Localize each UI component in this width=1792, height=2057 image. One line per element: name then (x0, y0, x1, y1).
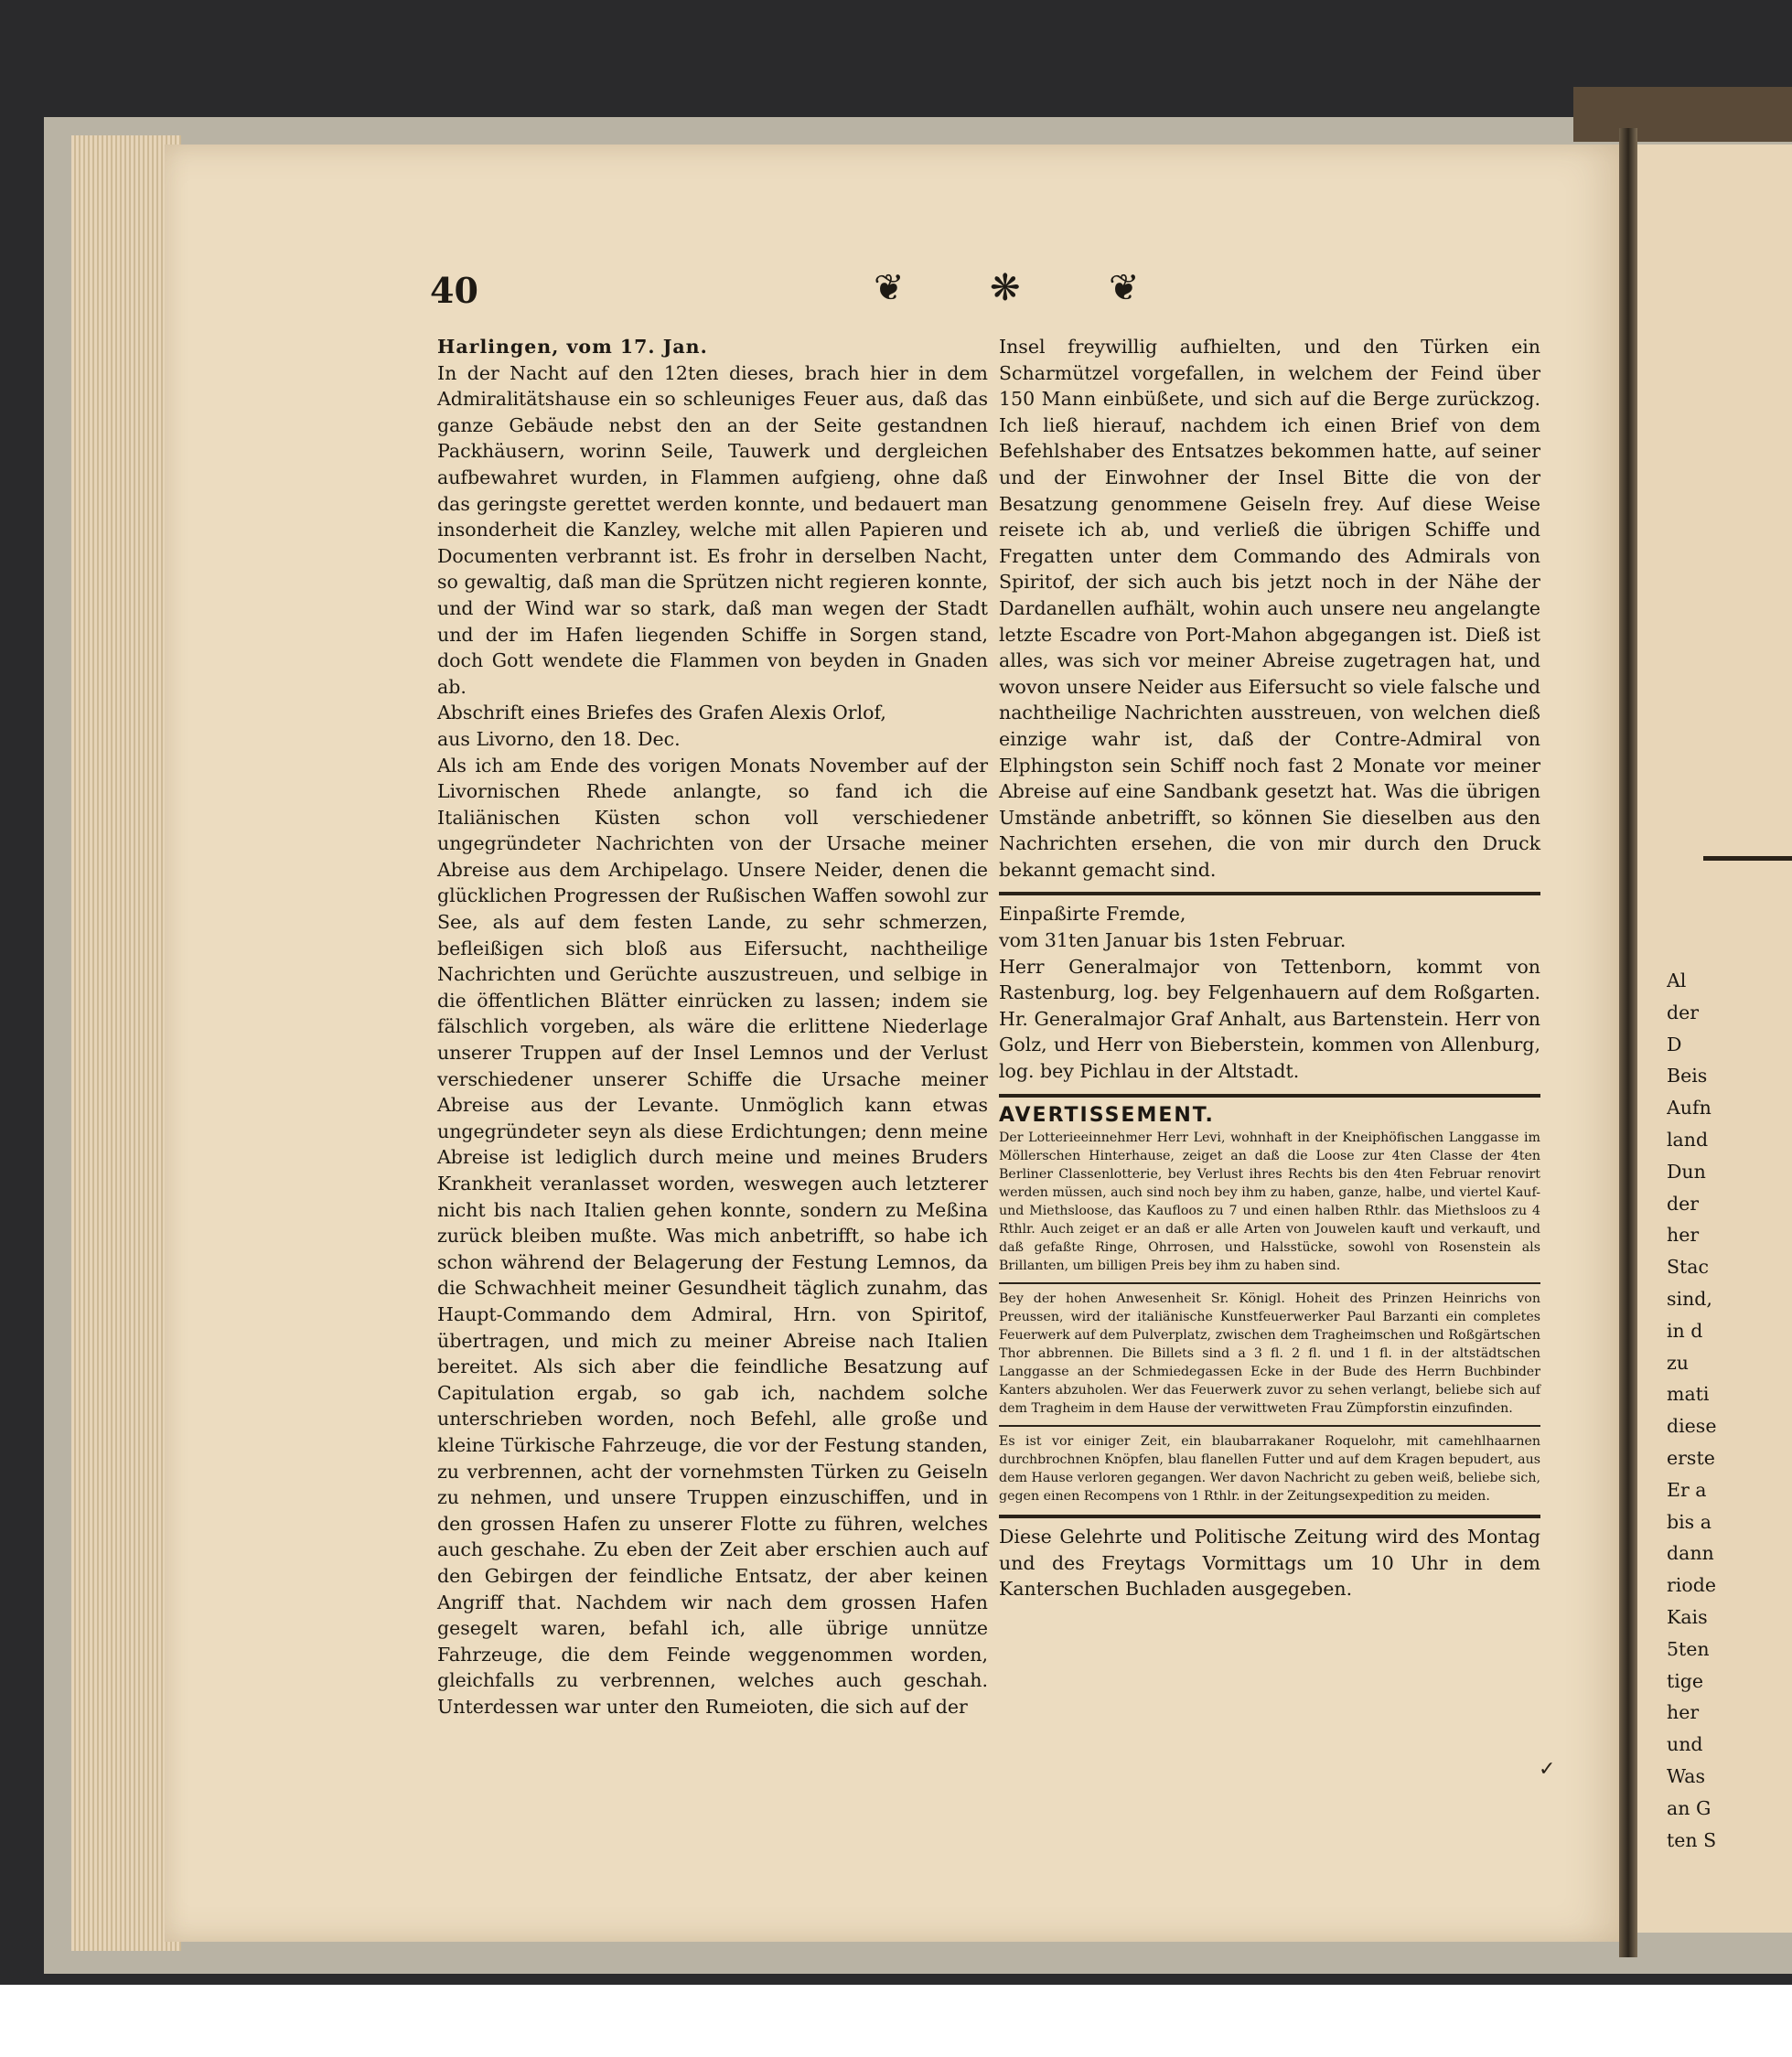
next-page-text-strip (1667, 965, 1786, 1856)
section-rule (999, 892, 1540, 895)
strip-line: der (1667, 1001, 1700, 1023)
arrivals-title: Einpaßirte Fremde, (999, 903, 1186, 926)
fireworks-notice: Bey der hohen Anwesenheit Sr. Königl. Hoheit des Prinzen Heinrichs von Preussen, wird der italiänische Kunstfeuerwerker Paul Barzanti ein completes Feuerwerk auf dem Pulverplatz, zwischen dem Tragheimschen und Roßgärtschen Thor abbrennen. Die Billets sind a 3 fl. 2 fl. und 1 fl. in der altstädtschen Langgasse an der Schmiedegassen Ecke in der Bude des Herrn Buchbinder Kanters abzuholen. Wer das Feuerwerk zuvor zu sehen verlangt, beliebe sich auf dem Tragheim in dem Hause der verwittweten Frau Zümpforstin einzufinden. (999, 1291, 1540, 1417)
strip-line: Er a (1667, 1478, 1707, 1501)
strip-line: Kais (1667, 1605, 1708, 1628)
strip-line: in d (1667, 1319, 1703, 1342)
letter-continued: Insel freywillig aufhielten, und den Türken ein Scharmützel vorgefallen, in welchem der Feind über 150 Mann einbüßete, und sich auf die Berge zurückzog. Ich ließ hierauf, nachdem ich einen Brief von dem Befehlshaber des Entsatzes bekommen hatte, auf seiner und der Einwohner der Insel Bitte die von der Besatzung genommene Geiseln frey. Auf diese Weise reisete ich ab, und verließ die übrigen Schiffe und Fregatten unter dem Commando des Admirals von Spiritof, der sich auch bis jetzt noch in der Nähe der Dardanellen aufhält, wohin auch unsere neu angelangte letzte Escadre von Port-Mahon abgegangen ist. Dieß ist alles, was sich vor meiner Abreise zugetragen hat, und wovon unsere Neider aus Eifersucht so viele falsche und nachtheilige Nachrichten ausstreuen, von welchen dieß einzige wahr ist, daß der Contre-Admiral von Elphingston sein Schiff noch fast 2 Monate vor meiner Abreise auf eine Sandbank gesetzt hat. Was die übrigen Umstände anbetrifft, so können Sie dieselben aus den Nachrichten ersehen, die von mir durch den Druck bekannt gemacht sind. (999, 336, 1540, 881)
page-number: 40 (430, 270, 478, 311)
strip-line: 5ten (1667, 1637, 1710, 1660)
arrivals-dates: vom 31ten Januar bis 1sten Februar. (999, 929, 1347, 952)
lost-coat-notice: Es ist vor einiger Zeit, ein blaubarrakaner Roquelohr, mit camehlhaarnen durchbrochnen Knöpfen, blau flanellen Futter und auf dem Kragen bepudert, aus dem Hause verloren gegangen. Wer davon Nachricht zu geben weiß, beliebe sich, gegen einen Recompens von 1 Rthlr. in der Zeitungsexpedition zu meiden. (999, 1434, 1540, 1505)
pencil-mark-icon: ✓ (1539, 1758, 1556, 1781)
next-page-rule (1703, 856, 1792, 861)
section-rule (999, 1515, 1540, 1518)
strip-line: Aufn (1667, 1097, 1712, 1120)
letter-text: Als ich am Ende des vorigen Monats November auf der Livornischen Rhede anlangte, so fand ich die Italiänischen Küsten schon voll verschiedener ungegründeter Nachrichten von der Ursache meiner Abreise aus dem Archipelago. Unsere Neider, denen die glücklichen Progressen der Rußischen Waffen sowohl zur See, als auf dem festen Lande, zu sehr schmerzen, befleißigen sich bloß aus Eifersucht, nachtheilige Nachrichten und Gerüchte auszustreuen, und selbige in die öffentlichen Blätter einrücken zu lassen; indem sie fälschlich vorgeben, als wäre die erlittene Niederlage unserer Truppen auf der Insel Lemnos und der Verlust verschiedener unserer Schiffe die Ursache meiner Abreise aus der Levante. Unmöglich kann etwas ungegründeter seyn als diese Erdichtungen; denn meine Abreise ist lediglich durch meine und meines Bruders Krankheit veranlasset worden, weswegen auch letzterer nicht bis nach Italien gehen konnte, sondern zu Meßina zurück bleiben mußte. Was mich anbetrifft, so habe ich schon während der Belagerung der Festung Lemnos, da die Schwachheit meiner Gesundheit täglich zunahm, das Haupt-Commando dem Admiral, Hrn. von Spiritof, übertragen, und mich zu meiner Abreise nach Italien bereitet. Als sich aber die feindliche Besatzung auf Capitulation ergab, so gab ich, nachdem solche unterschrieben worden, noch Befehl, alle große und kleine Türkische Fahrzeuge, die vor der Festung standen, zu verbrennen, acht der vornehmsten Türken zu Geiseln zu nehmen, und unsere Truppen einzuschiffen, und in den grossen Hafen zu unserer Flotte zu führen, welches auch geschahe. Zu eben der Zeit aber erschien auch auf den Gebirgen der feindliche Entsatz, der aber keinen Angriff that. Nachdem wir nach dem grossen Hafen gesegelt waren, befahl ich, alle übrige unnütze Fahrzeuge, die dem Feinde weggenommen worden, gleichfalls zu verbrennen, welches auch geschah. Unterdessen war unter den Rumeioten, die sich auf der (437, 754, 988, 1718)
ornament-right-icon: ❦ (1109, 267, 1140, 309)
notice-rule (999, 1282, 1540, 1284)
strip-line: Al (1667, 970, 1687, 991)
arrivals-text: Herr Generalmajor von Tettenborn, kommt von Rastenburg, log. bey Felgenhauern auf dem Roßgarten. Hr. Generalmajor Graf Anhalt, aus Bartenstein. Herr von Golz, und Herr von Bieberstein, kommen von Allenburg, log. bey Pichlau in der Altstadt. (999, 955, 1540, 1083)
strip-line: erste (1667, 1446, 1715, 1469)
strip-line: ten S (1667, 1828, 1717, 1851)
strip-line: bis a (1667, 1510, 1712, 1533)
strip-line: zu (1667, 1351, 1690, 1374)
strip-line: dann (1667, 1542, 1714, 1565)
strip-line: an G (1667, 1796, 1712, 1819)
book-gutter (1619, 128, 1637, 1957)
strip-line: Was (1667, 1764, 1706, 1787)
ornament-left-icon: ❦ (874, 267, 905, 309)
left-column (437, 334, 988, 1720)
strip-line: mati (1667, 1383, 1710, 1406)
notice-rule (999, 1425, 1540, 1427)
strip-line: riode (1667, 1574, 1716, 1597)
lottery-notice: Der Lotterieeinnehmer Herr Levi, wohnhaft in der Kneiphöfischen Langgasse im Möllerschen Hinterhause, zeiget an daß die Loose zur 4ten Classe der 4ten Berliner Classenlotterie, bey Verlust ihres Rechts bis den 4ten Februar renovirt werden müssen, auch sind noch bey ihm zu haben, ganze, halbe, und viertel Kauf- und Miethsloose, das Kaufloos zu 7 und einen halben Rthlr. das Miethsloos zu 4 Rthlr. Auch zeiget er an daß er alle Arten von Jouwelen kauft und verkauft, und daß gefaßte Ringe, Ohrrosen, und Halsstücke, sowohl von Rosenstein als Brillanten, um billigen Preis bey ihm zu haben sind. (999, 1130, 1540, 1274)
strip-line: her (1667, 1701, 1700, 1724)
strip-line: tige (1667, 1669, 1704, 1692)
strip-line: diese (1667, 1415, 1717, 1438)
strip-line: der (1667, 1192, 1700, 1215)
letter-title: Abschrift eines Briefes des Grafen Alexis Orlof, (437, 702, 886, 724)
strip-line: sind, (1667, 1287, 1712, 1310)
publication-footer: Diese Gelehrte und Politische Zeitung wird des Montag und des Freytags Vormittags um 10 Uhr in dem Kanterschen Buchladen ausgegeben. (999, 1526, 1540, 1601)
strip-line: Beis (1667, 1065, 1708, 1087)
letter-place: aus Livorno, den 18. Dec. (437, 727, 681, 750)
ornament-center-icon: ❋ (990, 267, 1021, 309)
strip-line: land (1667, 1128, 1709, 1151)
strip-line: und (1667, 1733, 1703, 1756)
strip-line: her (1667, 1224, 1700, 1247)
strip-line: Stac (1667, 1256, 1709, 1279)
strip-line: D (1667, 1033, 1682, 1055)
harlingen-report: In der Nacht auf den 12ten dieses, brach hier in dem Admiralitätshause ein so schleuniges Feuer aus, daß das ganze Gebäude nebst den an der Seite gestandnen Packhäusern, worinn Seile, Tauwerk und dergleichen aufbewahret wurden, in Flammen aufgieng, ohne daß das geringste gerettet werden konnte, und bedauert man insonderheit die Kanzley, welche mit allen Papieren und Documenten verbrannt ist. Es frohr in derselben Nacht, so gewaltig, daß man die Sprützen nicht regieren konnte, und der Wind war so stark, daß man wegen der Stadt und der im Hafen liegenden Schiffe in Sorgen stand, doch Gott wendete die Flammen von beyden in Gnaden ab. (437, 361, 988, 698)
section-rule (999, 1094, 1540, 1098)
strip-line: Dun (1667, 1160, 1706, 1183)
right-column (999, 334, 1540, 1602)
headline-harlingen: Harlingen, vom 17. Jan. (437, 336, 708, 358)
avertissement-heading: AVERTISSEMENT. (999, 1103, 1215, 1127)
book-spine (1573, 87, 1792, 142)
